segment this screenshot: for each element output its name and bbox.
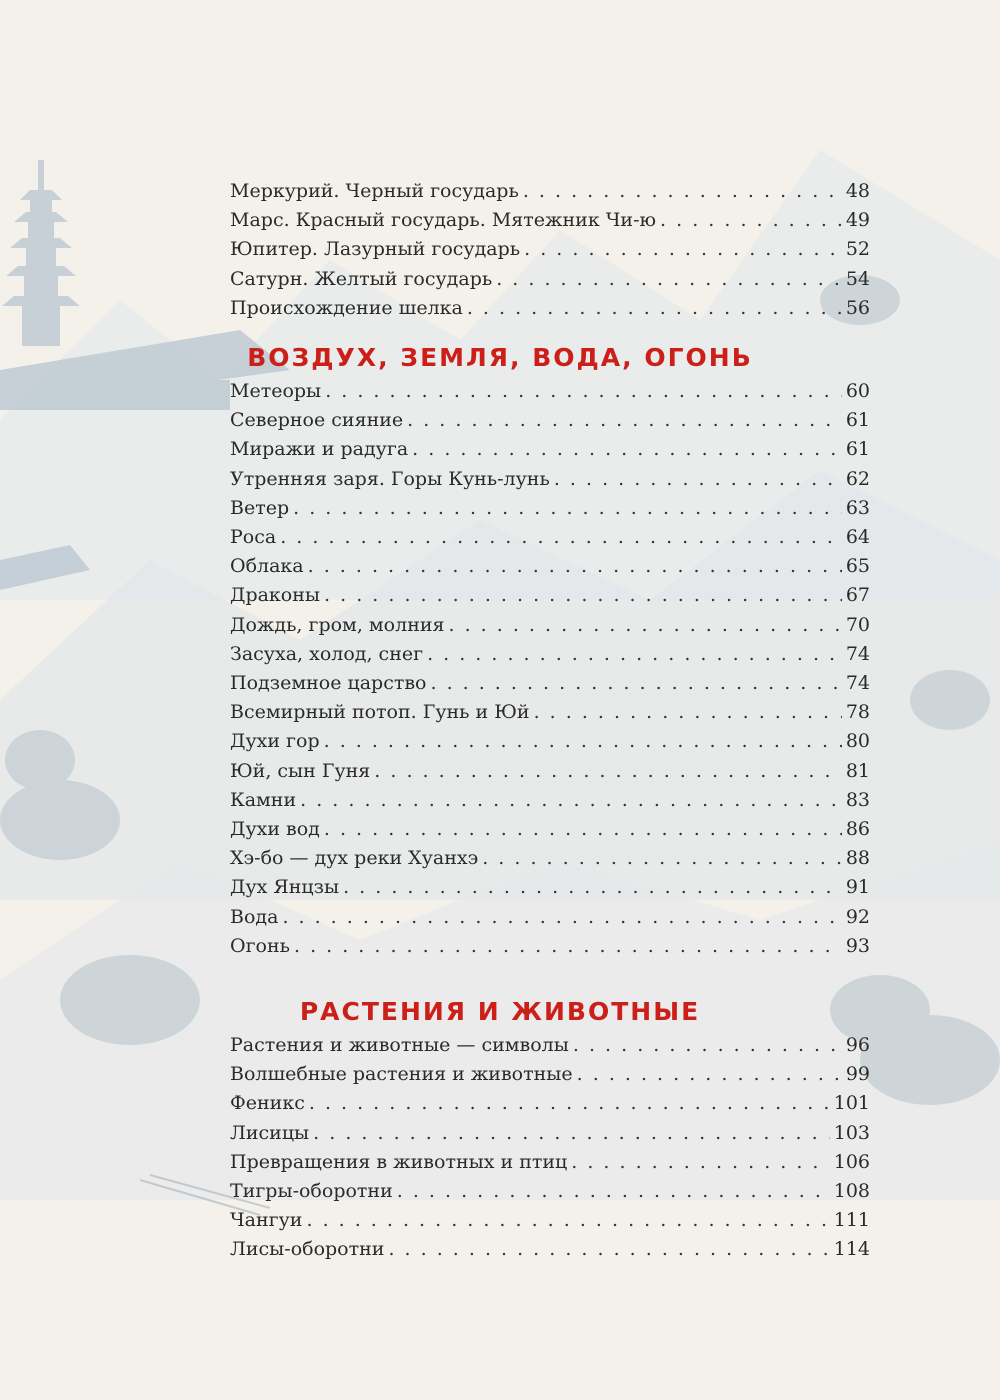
entry-page-number: 93 xyxy=(845,934,870,957)
entry-title: Чангуи xyxy=(230,1209,303,1232)
entry-title: Миражи и радуга xyxy=(230,438,409,461)
entry-page-number: 80 xyxy=(845,730,870,753)
entry-page-number: 78 xyxy=(845,701,870,724)
entry-title: Засуха, холод, снег xyxy=(230,642,424,665)
section-heading: РАСТЕНИЯ И ЖИВОТНЫЕ xyxy=(299,997,701,1026)
dot-leader xyxy=(388,1235,829,1263)
entry-title: Ветер xyxy=(230,496,290,519)
toc-entry xyxy=(230,1060,870,1088)
toc-entry xyxy=(230,177,870,205)
dot-leader xyxy=(300,786,842,814)
entry-title: Юпитер. Лазурный государь xyxy=(230,238,521,261)
toc-entry xyxy=(230,844,870,872)
dot-leader xyxy=(660,206,842,234)
dot-leader xyxy=(294,932,842,960)
toc-entry xyxy=(230,552,870,580)
entry-title: Превращения в животных и птиц xyxy=(230,1150,568,1173)
dot-leader xyxy=(412,435,842,463)
dot-leader xyxy=(573,1031,842,1059)
toc-entry xyxy=(230,406,870,434)
entry-page-number: 74 xyxy=(845,672,870,694)
entry-page-number: 52 xyxy=(845,238,870,261)
entry-page-number: 67 xyxy=(845,584,870,607)
dot-leader xyxy=(430,669,841,697)
entry-title: Северное сияние xyxy=(230,409,404,432)
entry-page-number: 62 xyxy=(845,467,870,490)
toc-entry xyxy=(230,1177,870,1205)
entry-title: Подземное царство xyxy=(230,672,427,694)
entry-page-number: 99 xyxy=(845,1063,870,1086)
toc-entry xyxy=(230,698,870,726)
entry-title: Юй, сын Гуня xyxy=(230,759,371,782)
toc-entry xyxy=(230,669,870,697)
entry-page-number: 101 xyxy=(833,1092,870,1115)
toc-entry xyxy=(230,640,870,668)
entry-title: Дождь, гром, молния xyxy=(230,613,445,636)
entry-title: Драконы xyxy=(230,584,321,607)
entry-title: Духи вод xyxy=(230,818,320,840)
dot-leader xyxy=(325,377,842,405)
dot-leader xyxy=(324,581,842,609)
entry-page-number: 96 xyxy=(845,1034,870,1056)
toc-entry xyxy=(230,294,870,322)
toc-entry xyxy=(230,932,870,960)
toc-entry xyxy=(230,1031,870,1059)
entry-title: Всемирный потоп. Гунь и Юй xyxy=(230,701,530,724)
entry-title: Огонь xyxy=(230,934,290,957)
dot-leader xyxy=(554,465,842,493)
entry-title: Метеоры xyxy=(230,380,322,402)
toc-entry xyxy=(230,1119,870,1147)
toc-entry xyxy=(230,903,870,931)
entry-title: Дух Янцзы xyxy=(230,876,340,899)
dot-leader xyxy=(571,1148,829,1176)
toc-entry xyxy=(230,265,870,293)
entry-title: Духи гор xyxy=(230,730,320,753)
dot-leader xyxy=(309,1089,830,1117)
toc-entry xyxy=(230,435,870,463)
entry-title: Роса xyxy=(230,526,277,548)
entry-page-number: 92 xyxy=(845,905,870,928)
entry-title: Волшебные растения и животные xyxy=(230,1063,573,1086)
toc-entry xyxy=(230,815,870,843)
dot-leader xyxy=(343,873,842,901)
toc-entry xyxy=(230,611,870,639)
toc-entry xyxy=(230,727,870,755)
dot-leader xyxy=(324,815,842,843)
entry-title: Лисицы xyxy=(230,1121,310,1144)
toc-entry xyxy=(230,206,870,234)
entry-page-number: 106 xyxy=(833,1150,870,1173)
entry-title: Растения и животные — символы xyxy=(230,1034,569,1056)
dot-leader xyxy=(467,294,842,322)
entry-page-number: 74 xyxy=(845,642,870,665)
entry-title: Хэ-бо — дух реки Хуанхэ xyxy=(230,847,479,870)
entry-page-number: 54 xyxy=(845,267,870,290)
toc-entry xyxy=(230,1235,870,1263)
entry-page-number: 88 xyxy=(845,847,870,870)
entry-page-number: 61 xyxy=(845,409,870,432)
dot-leader xyxy=(280,523,842,551)
dot-leader xyxy=(293,494,842,522)
entry-title: Облака xyxy=(230,555,304,578)
dot-leader xyxy=(397,1177,830,1205)
dot-leader xyxy=(524,235,842,263)
dot-leader xyxy=(523,177,842,205)
entry-page-number: 86 xyxy=(845,818,870,840)
entry-page-number: 103 xyxy=(833,1121,870,1144)
toc-entry xyxy=(230,235,870,263)
toc-entry xyxy=(230,757,870,785)
entry-page-number: 91 xyxy=(845,876,870,899)
dot-leader xyxy=(534,698,842,726)
entry-page-number: 56 xyxy=(845,296,870,319)
entry-page-number: 61 xyxy=(845,438,870,461)
dot-leader xyxy=(324,727,842,755)
toc-entry xyxy=(230,494,870,522)
entry-page-number: 49 xyxy=(845,209,870,232)
entry-page-number: 108 xyxy=(833,1180,870,1202)
dot-leader xyxy=(496,265,842,293)
entry-page-number: 64 xyxy=(845,526,870,548)
entry-title: Лисы-оборотни xyxy=(230,1238,385,1261)
dot-leader xyxy=(374,757,842,785)
toc-entry xyxy=(230,1148,870,1176)
toc-entry xyxy=(230,377,870,405)
dot-leader xyxy=(449,611,842,639)
toc-entry xyxy=(230,523,870,551)
entry-title: Вода xyxy=(230,905,279,928)
dot-leader xyxy=(407,406,842,434)
entry-page-number: 65 xyxy=(845,555,870,578)
entry-title: Марс. Красный государь. Мятежник Чи-ю xyxy=(230,209,657,232)
entry-page-number: 70 xyxy=(845,613,870,636)
dot-leader xyxy=(482,844,842,872)
entry-title: Феникс xyxy=(230,1092,305,1115)
entry-title: Камни xyxy=(230,788,297,811)
entry-title: Сатурн. Желтый государь xyxy=(230,267,493,290)
toc-entry xyxy=(230,581,870,609)
entry-page-number: 81 xyxy=(845,759,870,782)
dot-leader xyxy=(577,1060,842,1088)
entry-page-number: 114 xyxy=(833,1238,870,1261)
entry-title: Меркурий. Черный государь xyxy=(230,180,519,202)
dot-leader xyxy=(306,1206,829,1234)
section-heading: ВОЗДУХ, ЗЕМЛЯ, ВОДА, ОГОНЬ xyxy=(247,343,753,372)
toc-entry xyxy=(230,465,870,493)
entry-title: Происхождение шелка xyxy=(230,296,463,319)
dot-leader xyxy=(313,1119,830,1147)
dot-leader xyxy=(282,903,841,931)
entry-page-number: 60 xyxy=(845,380,870,402)
entry-title: Тигры-оборотни xyxy=(230,1180,393,1202)
entry-page-number: 111 xyxy=(833,1209,870,1232)
entry-page-number: 48 xyxy=(845,180,870,202)
dot-leader xyxy=(427,640,842,668)
toc-entry xyxy=(230,1089,870,1117)
entry-title: Утренняя заря. Горы Кунь-лунь xyxy=(230,467,550,490)
toc-entry xyxy=(230,786,870,814)
dot-leader xyxy=(308,552,842,580)
toc-entry xyxy=(230,1206,870,1234)
toc-entry xyxy=(230,873,870,901)
entry-page-number: 63 xyxy=(845,496,870,519)
entry-page-number: 83 xyxy=(845,788,870,811)
